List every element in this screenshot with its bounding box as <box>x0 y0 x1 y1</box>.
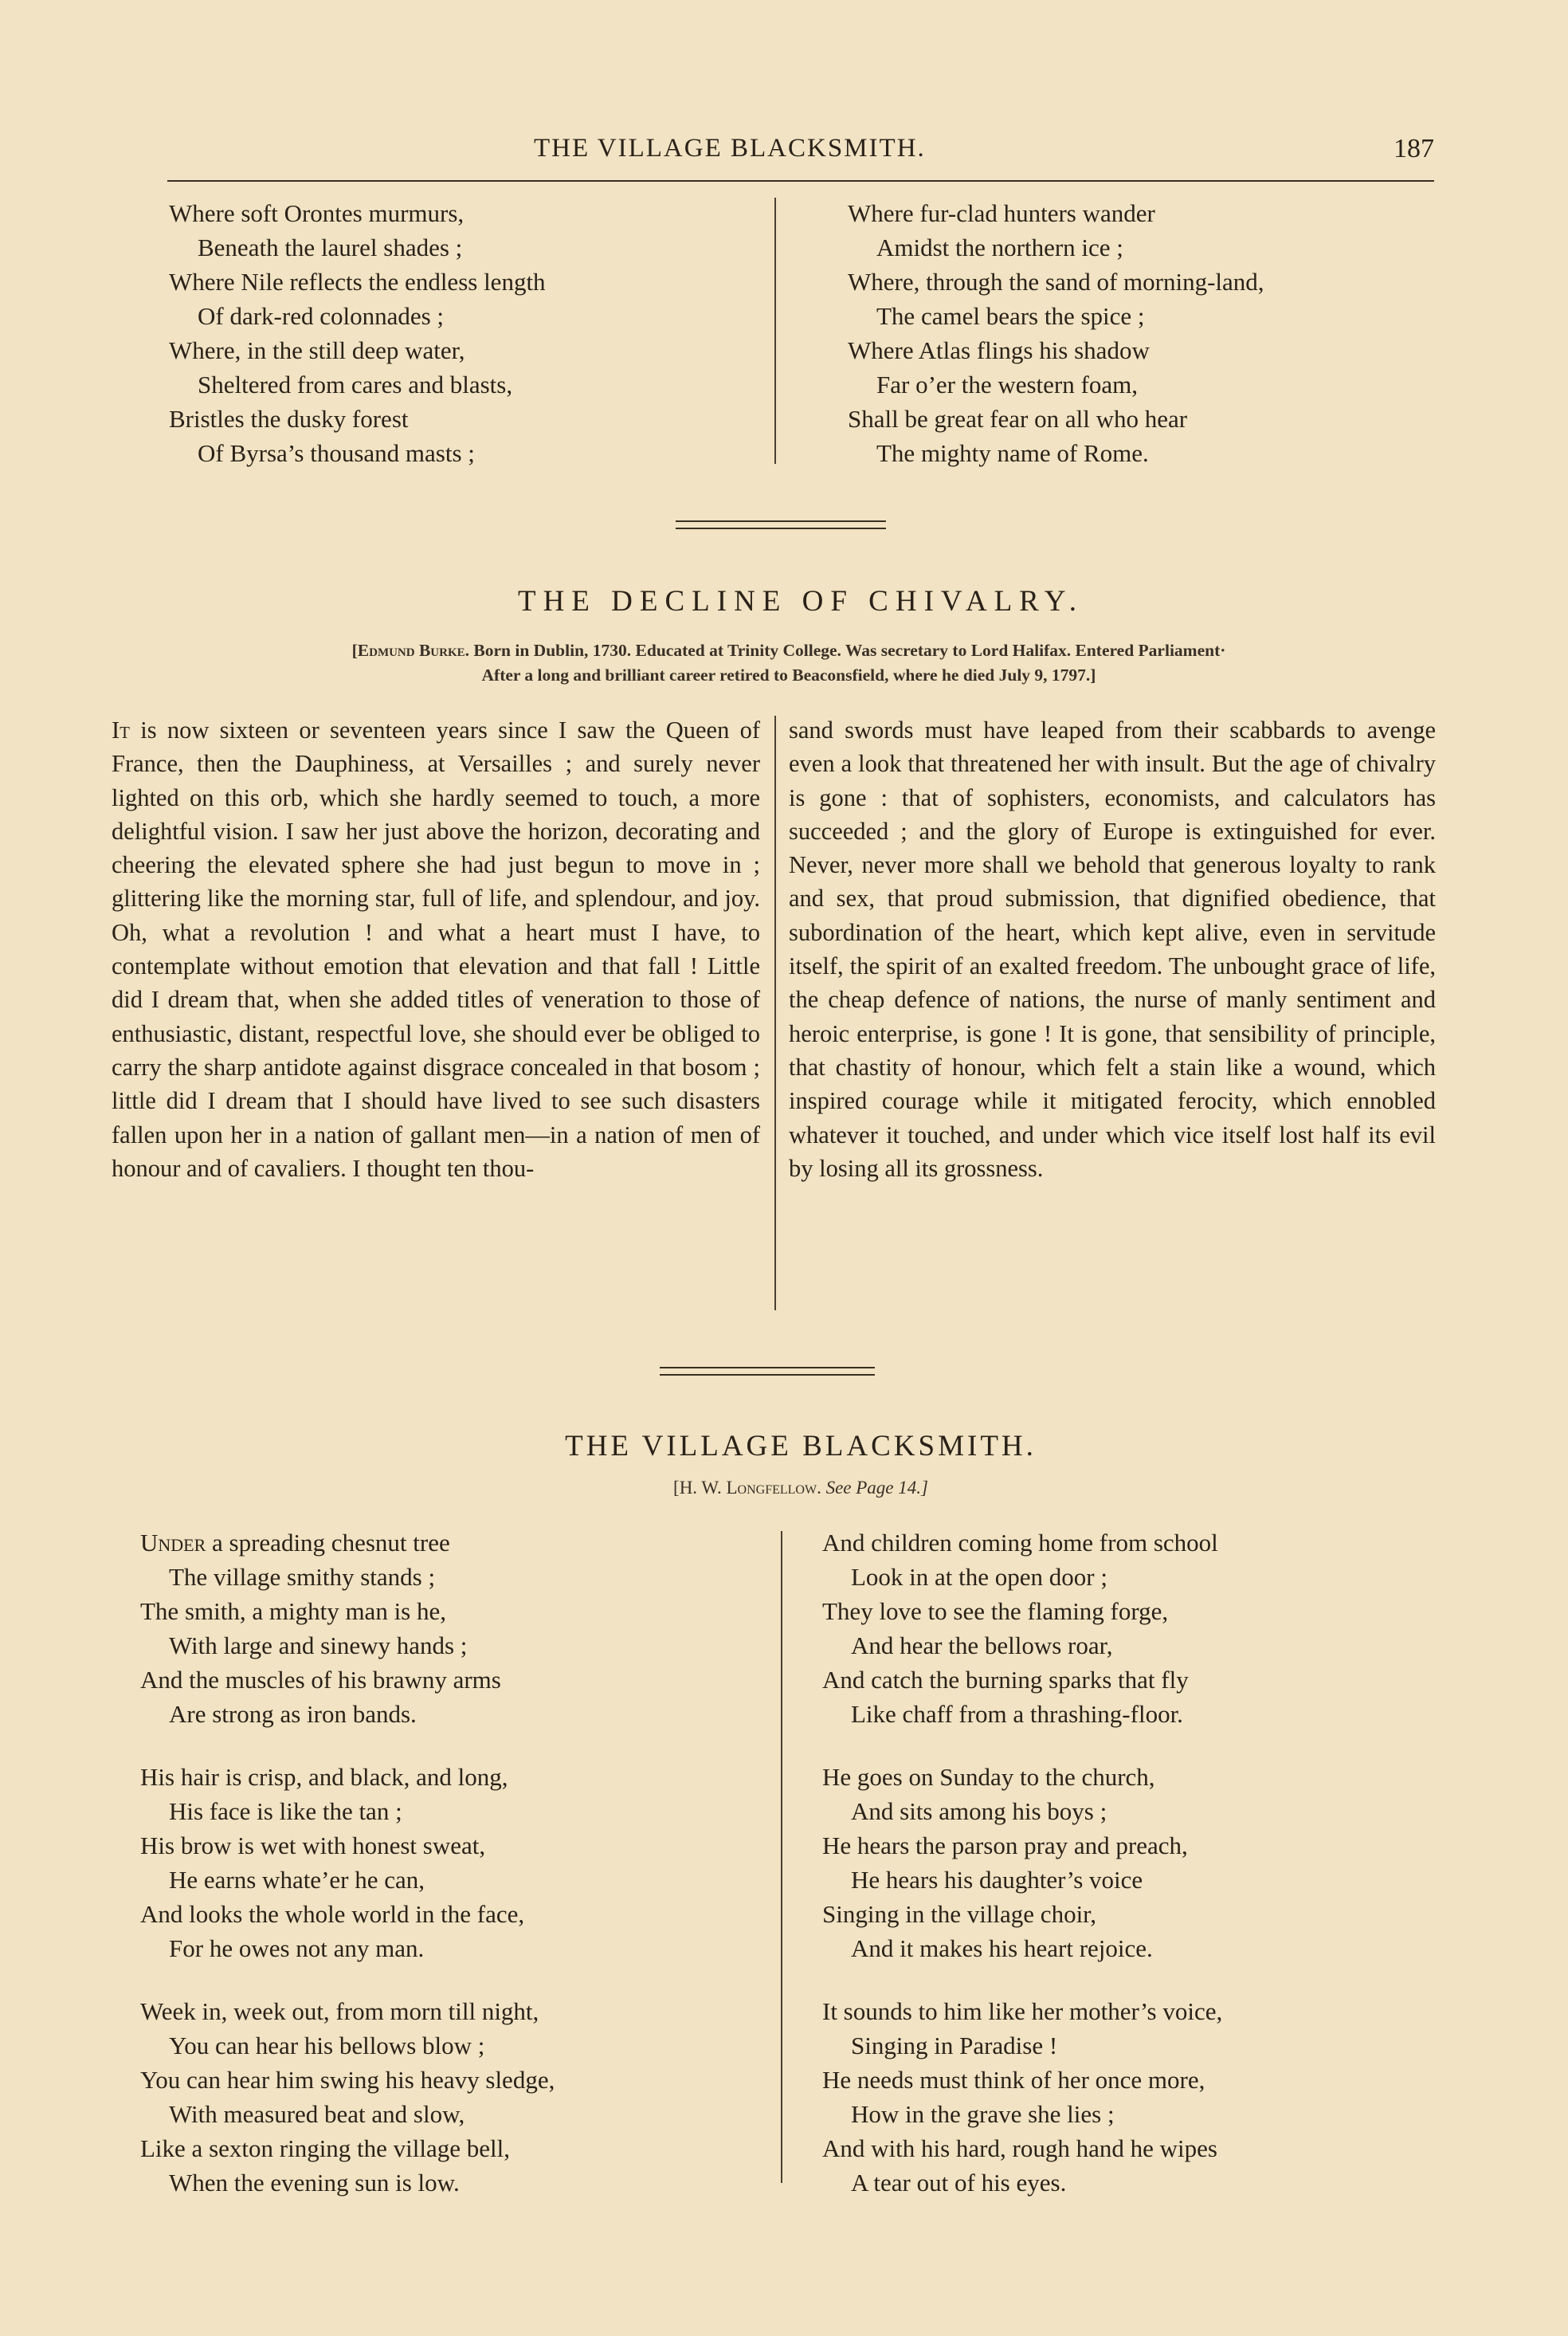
verse-line-text: You can hear him swing his heavy sledge, <box>140 2066 555 2094</box>
verse-line <box>822 2028 1444 2063</box>
verse-line-text: Shall be great fear on all who hear <box>848 405 1188 433</box>
drop-cap: Under <box>140 1529 206 1557</box>
verse-line <box>140 1628 762 1663</box>
verse-line <box>140 2063 762 2097</box>
verse-line <box>169 367 759 402</box>
verse-line-text: Where Nile reflects the endless length <box>169 268 546 296</box>
verse-line-text: Singing in the village choir, <box>822 1900 1097 1928</box>
note-bracket: [H. W. <box>673 1478 727 1498</box>
chivalry-title: THE DECLINE OF CHIVALRY. <box>517 585 1084 618</box>
verse-line-text: A tear out of his eyes. <box>851 2169 1067 2197</box>
chivalry-note-line-2: After a long and brilliant career retired to Beaconsfield, where he died July 9, 1797.] <box>481 665 1096 685</box>
verse-line-text: He hears the parson pray and preach, <box>822 1832 1188 1859</box>
verse-line-text: Like a sexton ringing the village bell, <box>140 2134 511 2162</box>
verse-line <box>140 1760 762 1794</box>
verse-line-text: With measured beat and slow, <box>169 2100 465 2128</box>
verse-line <box>848 230 1421 265</box>
chivalry-column-2: sand swords must have leaped from their scabbards to avenge even a look that threatened her with insult. But the age of chivalry is gone : that of sophisters, economists, and calculators has succeeded ; and the glory of Europe is extinguished for ever. Never, never more shall we behold that generous loyalty to rank and sex, that proud submission, that dignified obedience, that subordination of the heart, which kept alive, even in servitude itself, the spirit of an exalted freedom. The unbought grace of life, the cheap defence of nations, the nurse of manly sentiment and heroic enterprise, is gone ! It is gone, that sensibility of principle, that chastity of honour, which felt a stain like a wound, which inspired courage while it mitigated ferocity, which ennobled whatever it touched, and under which vice itself lost half its evil by losing all its grossness. <box>789 717 1436 1182</box>
verse-line <box>169 333 759 367</box>
section-divider <box>676 520 886 529</box>
column-divider <box>774 198 776 464</box>
verse-line <box>169 196 759 230</box>
verse-line-text: Where soft Orontes murmurs, <box>169 199 465 227</box>
verse-line <box>140 1897 762 1931</box>
verse-line <box>822 1697 1444 1731</box>
verse-line-text: Where Atlas flings his shadow <box>848 336 1150 364</box>
verse-line-text: Of dark-red colonnades ; <box>198 302 445 330</box>
verse-line <box>140 2028 762 2063</box>
verse-line <box>140 1525 762 1560</box>
verse-line <box>169 402 759 436</box>
verse-line <box>848 299 1421 333</box>
verse-line <box>140 1863 762 1897</box>
verse-line-text: The camel bears the spice ; <box>876 302 1145 330</box>
verse-line <box>822 2097 1444 2131</box>
verse-line <box>140 1828 762 1863</box>
verse-line-text: Like chaff from a thrashing-floor. <box>851 1700 1183 1728</box>
verse-line <box>822 1663 1444 1697</box>
verse-line-text: The smith, a mighty man is he, <box>140 1597 447 1625</box>
verse-line-text: Week in, week out, from morn till night, <box>140 1997 539 2025</box>
column-divider <box>774 716 776 1310</box>
verse-line-text: Where, in the still deep water, <box>169 336 465 364</box>
verse-line <box>140 2131 762 2165</box>
verse-line-text: His face is like the tan ; <box>169 1797 402 1825</box>
verse-line <box>848 436 1421 470</box>
verse-line-text: And the muscles of his brawny arms <box>140 1666 501 1694</box>
drop-cap: It <box>112 717 130 744</box>
verse-line <box>822 1525 1444 1560</box>
verse-line-text: And hear the bellows roar, <box>851 1631 1113 1659</box>
blacksmith-title: THE VILLAGE BLACKSMITH. <box>565 1430 1037 1462</box>
note-text: Born in Dublin, 1730. Educated at Trinity College. Was secretary to Lord Halifax. Entered Parliament· <box>469 641 1226 660</box>
running-head-title: THE VILLAGE BLACKSMITH. <box>534 134 926 163</box>
verse-line <box>140 2097 762 2131</box>
verse-line-text: It sounds to him like her mother’s voice, <box>822 1997 1223 2025</box>
verse-line-text: And children coming home from school <box>822 1529 1218 1557</box>
section-divider <box>660 1367 875 1376</box>
verse-line-text: Where, through the sand of morning-land, <box>848 268 1264 296</box>
chivalry-column-1 <box>112 713 760 1185</box>
verse-line-text: The village smithy stands ; <box>169 1563 436 1591</box>
verse-line-text: a spreading chesnut tree <box>206 1529 450 1557</box>
verse-line <box>822 1931 1444 1965</box>
author-name: Longfellow. <box>726 1478 821 1498</box>
verse-line-text: Sheltered from cares and blasts, <box>198 371 513 398</box>
verse-line <box>848 367 1421 402</box>
verse-line <box>140 1594 762 1628</box>
verse-line-text: Amidst the northern ice ; <box>876 234 1123 261</box>
verse-line <box>822 1628 1444 1663</box>
verse-line <box>822 2165 1444 2200</box>
running-head <box>167 129 1434 177</box>
verse-line-text: Are strong as iron bands. <box>169 1700 417 1728</box>
verse-line-text: He goes on Sunday to the church, <box>822 1763 1155 1791</box>
verse-line-text: His hair is crisp, and black, and long, <box>140 1763 508 1791</box>
verse-line-text: Look in at the open door ; <box>851 1563 1107 1591</box>
page-reference: See Page 14.] <box>821 1478 928 1498</box>
verse-line <box>169 436 759 470</box>
verse-line-text: You can hear his bellows blow ; <box>169 2032 485 2059</box>
verse-line-text: And with his hard, rough hand he wipes <box>822 2134 1217 2162</box>
verse-line-text: The mighty name of Rome. <box>876 439 1149 467</box>
verse-line-text: He earns whate’er he can, <box>169 1866 425 1894</box>
verse-line <box>822 2063 1444 2097</box>
verse-line <box>169 230 759 265</box>
blacksmith-right-column <box>822 1525 1444 2200</box>
verse-line-text: Where fur-clad hunters wander <box>848 199 1155 227</box>
chivalry-author-note <box>112 638 1466 688</box>
verse-line <box>822 1794 1444 1828</box>
verse-line-text: And catch the burning sparks that fly <box>822 1666 1189 1694</box>
verse-line <box>822 1897 1444 1931</box>
verse-line-text: How in the grave she lies ; <box>851 2100 1115 2128</box>
blacksmith-author-note <box>167 1475 1434 1500</box>
top-poem-right-column <box>848 196 1421 470</box>
verse-line <box>822 1760 1444 1794</box>
verse-line <box>822 1560 1444 1594</box>
verse-line <box>848 333 1421 367</box>
header-rule <box>167 180 1434 182</box>
verse-line-text: And sits among his boys ; <box>851 1797 1107 1825</box>
page-number: 187 <box>1394 134 1434 163</box>
verse-line <box>140 1994 762 2028</box>
column-divider <box>781 1531 782 2183</box>
verse-line <box>848 265 1421 299</box>
verse-line <box>140 2165 762 2200</box>
verse-line-text: With large and sinewy hands ; <box>169 1631 468 1659</box>
verse-line-text: He hears his daughter’s voice <box>851 1866 1143 1894</box>
verse-line <box>848 196 1421 230</box>
verse-line <box>822 1594 1444 1628</box>
verse-line-text: They love to see the flaming forge, <box>822 1597 1169 1625</box>
verse-line <box>822 2131 1444 2165</box>
verse-line <box>848 402 1421 436</box>
verse-line <box>140 1697 762 1731</box>
verse-line-text: He needs must think of her once more, <box>822 2066 1205 2094</box>
verse-line <box>140 1794 762 1828</box>
verse-line-text: And looks the whole world in the face, <box>140 1900 525 1928</box>
verse-line <box>169 265 759 299</box>
author-name: Edmund Burke. <box>357 641 470 660</box>
verse-line <box>140 1560 762 1594</box>
verse-line-text: Bristles the dusky forest <box>169 405 409 433</box>
verse-line-text: Far o’er the western foam, <box>876 371 1138 398</box>
verse-line <box>822 1994 1444 2028</box>
verse-line <box>140 1931 762 1965</box>
verse-line <box>140 1663 762 1697</box>
verse-line-text: For he owes not any man. <box>169 1934 425 1962</box>
note-bracket: [ <box>351 641 358 660</box>
verse-line-text: His brow is wet with honest sweat, <box>140 1832 486 1859</box>
chivalry-text-1: is now sixteen or seventeen years since I saw the Queen of France, then the Dauphiness, at Versailles ; and surely never lighted on this orb, which she hardly seemed to touch, a more delightful vision. I saw her just above the horizon, decorating and cheering the elevated sphere she had just begun to move in ; glittering like the morning star, full of life, and splendour, and joy. Oh, what a revolution ! and what a heart must I have, to contemplate without emotion that elevation and that fall ! Little did I dream that, when she added titles of veneration to those of enthusiastic, distant, respectful love, she should ever be obliged to carry the sharp antidote against disgrace concealed in that bosom ; little did I dream that I should have lived to see such disasters fallen upon her in a nation of gallant men—in a nation of men of honour and of cavaliers. I thought ten thou- <box>112 717 760 1182</box>
verse-line <box>822 1863 1444 1897</box>
verse-line-text: When the evening sun is low. <box>169 2169 460 2197</box>
verse-line-text: Of Byrsa’s thousand masts ; <box>198 439 475 467</box>
top-poem-left-column <box>169 196 759 470</box>
blacksmith-left-column <box>140 1525 762 2200</box>
verse-line-text: Beneath the laurel shades ; <box>198 234 463 261</box>
chivalry-note-line-1 <box>112 638 1466 663</box>
verse-line <box>169 299 759 333</box>
verse-line-text: Singing in Paradise ! <box>851 2032 1058 2059</box>
verse-line-text: And it makes his heart rejoice. <box>851 1934 1153 1962</box>
verse-line <box>822 1828 1444 1863</box>
